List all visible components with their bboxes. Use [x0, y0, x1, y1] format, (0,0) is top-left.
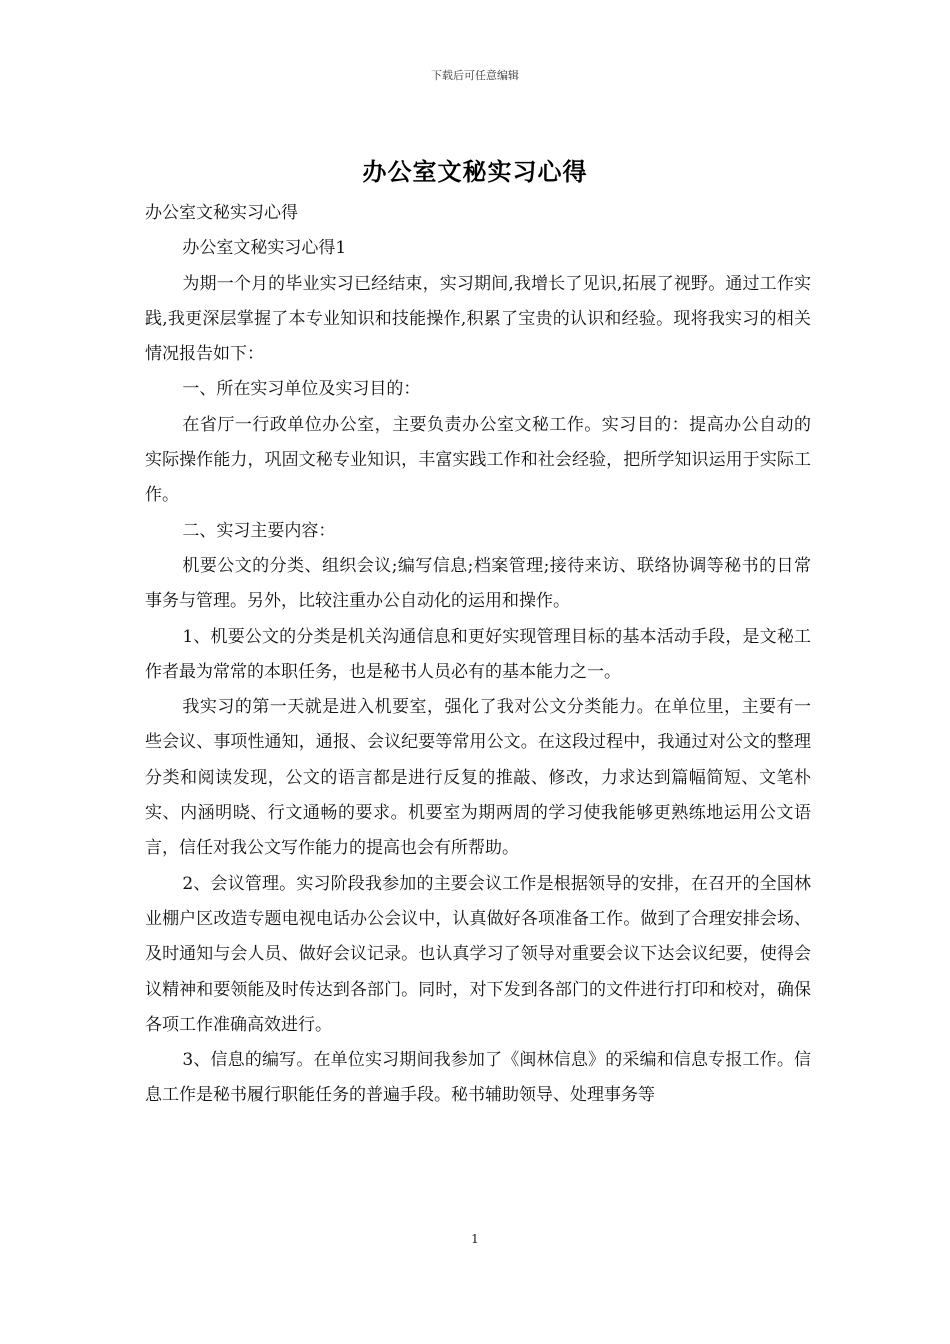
paragraph: 在省厅一行政单位办公室，主要负责办公室文秘工作。实习目的：提高办公自动的实际操作能力，巩固文秘专业知识，丰富实践工作和社会经验，把所学知识运用于实际工作。: [145, 414, 811, 506]
paragraph: 一、所在实习单位及实习目的：: [182, 379, 421, 400]
paragraph: 为期一个月的毕业实习已经结束，实习期间,我增长了见识,拓展了视野。通过工作实践,我更深层掌握了本专业知识和技能操作,积累了宝贵的认识和经验。现将我实习的相关情况报告如下：: [145, 273, 811, 365]
header-note: 下载后可任意编辑: [431, 69, 519, 82]
document-subtitle: 办公室文秘实习心得: [145, 203, 298, 223]
paragraph: 3、信息的编写。在单位实习期间我参加了《闽林信息》的采编和信息专报工作。信息工作是秘书履行职能任务的普遍手段。秘书辅助领导、处理事务等: [145, 1050, 811, 1106]
paragraph: 二、实习主要内容：: [182, 520, 336, 541]
paragraph: 我实习的第一天就是进入机要室，强化了我对公文分类能力。在单位里，主要有一些会议、事项性通知，通报、会议纪要等常用公文。在这段过程中，我通过对公文的整理分类和阅读发现，公文的语言都是进行反复的推敲、修改，力求达到篇幅简短、文笔朴实、内涵明晓、行文通畅的要求。机要室为期两周的学习使我能够更熟练地运用公文语言，信任对我公文写作能力的提高也会有所帮助。: [145, 697, 811, 859]
paragraph: 1、机要公文的分类是机关沟通信息和更好实现管理目标的基本活动手段，是文秘工作者最为常常的本职任务，也是秘书人员必有的基本能力之一。: [145, 626, 811, 682]
page-number: 1: [471, 1232, 479, 1246]
section-heading: 办公室文秘实习心得1: [182, 238, 347, 259]
paragraph: 2、会议管理。实习阶段我参加的主要会议工作是根据领导的安排，在召开的全国林业棚户区改造专题电视电话办公会议中，认真做好各项准备工作。做到了合理安排会场、及时通知与会人员、做好会议记录。也认真学习了领导对重要会议下达会议纪要，使得会议精神和要领能及时传达到各部门。同时，对下发到各部门的文件进行打印和校对，确保各项工作准确高效进行。: [145, 873, 811, 1035]
page-title: 办公室文秘实习心得: [362, 157, 588, 186]
document-body: [145, 196, 811, 1114]
paragraph: 机要公文的分类、组织会议;编写信息;档案管理;接待来访、联络协调等秘书的日常事务与管理。另外，比较注重办公自动化的运用和操作。: [145, 555, 811, 612]
